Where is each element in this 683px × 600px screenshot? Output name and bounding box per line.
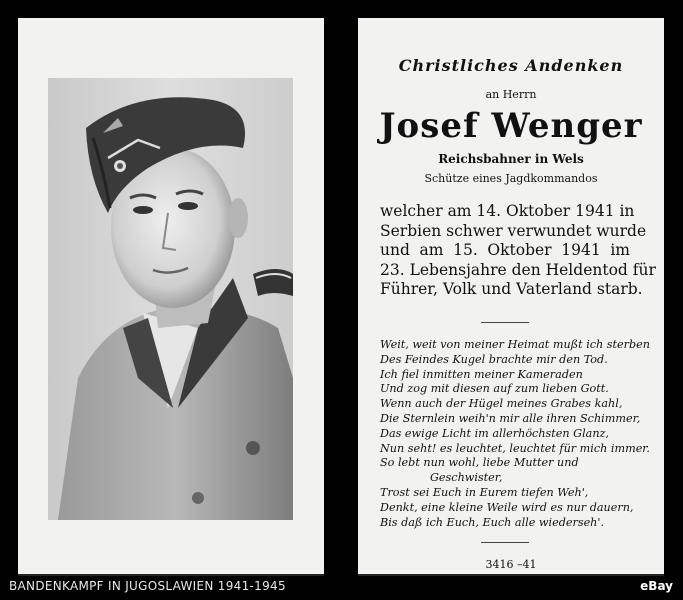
death-notice-text	[380, 202, 656, 300]
poem-line: Bis daß ich Euch, Euch alle wiederseh'.	[380, 515, 605, 529]
footer-bar	[0, 574, 683, 600]
divider	[481, 322, 529, 323]
footer-caption: BANDENKAMPF IN JUGOSLAWIEN 1941-1945	[9, 579, 286, 593]
print-code: 3416 –41	[485, 558, 537, 571]
salutation: an Herrn	[485, 88, 537, 101]
memorial-text-card	[358, 18, 664, 576]
poem-line: Das ewige Licht im allerhöchsten Glanz,	[380, 426, 609, 440]
memorial-poem	[380, 338, 650, 530]
poem-line: So lebt nun wohl, liebe Mutter und	[380, 456, 579, 470]
poem-line: Und zog mit diesen auf zum lieben Gott.	[380, 382, 609, 396]
poem-line: Ich fiel inmitten meiner Kameraden	[380, 367, 583, 381]
divider	[481, 542, 529, 543]
poem-line: Weit, weit von meiner Heimat mußt ich sterben	[380, 338, 650, 351]
portrait-photo	[48, 78, 293, 520]
poem-line: Geschwister,	[430, 471, 503, 485]
notice-line: 23. Lebensjahre den Heldentod für	[380, 260, 656, 279]
poem-line: Wenn auch der Hügel meines Grabes kahl,	[380, 397, 623, 411]
soldier-portrait-illustration	[48, 78, 293, 520]
poem-line: Denkt, eine kleine Weile wird es nur dauern,	[380, 500, 634, 514]
poem-line: Nun seht! es leuchtet, leuchtet für mich immer.	[380, 441, 650, 455]
poem-line: Die Sternlein weih'n mir alle ihren Schimmer,	[380, 411, 641, 425]
deceased-occupation: Reichsbahner in Wels	[438, 152, 584, 166]
notice-line: Serbien schwer verwundet wurde	[380, 221, 647, 240]
notice-line: Führer, Volk und Vaterland starb.	[380, 280, 643, 298]
notice-line: welcher am 14. Oktober 1941 in	[380, 202, 635, 220]
poem-line: Trost sei Euch in Eurem tiefen Weh',	[380, 485, 589, 499]
photo-card	[18, 18, 324, 576]
card-heading: Christliches Andenken	[398, 56, 624, 75]
notice-line: und am 15. Oktober 1941 im	[380, 241, 630, 259]
poem-line: Des Feindes Kugel brachte mir den Tod.	[380, 352, 608, 366]
ebay-watermark: eBay	[640, 579, 673, 593]
deceased-unit: Schütze eines Jagdkommandos	[424, 172, 598, 185]
deceased-name: Josef Wenger	[379, 106, 643, 146]
